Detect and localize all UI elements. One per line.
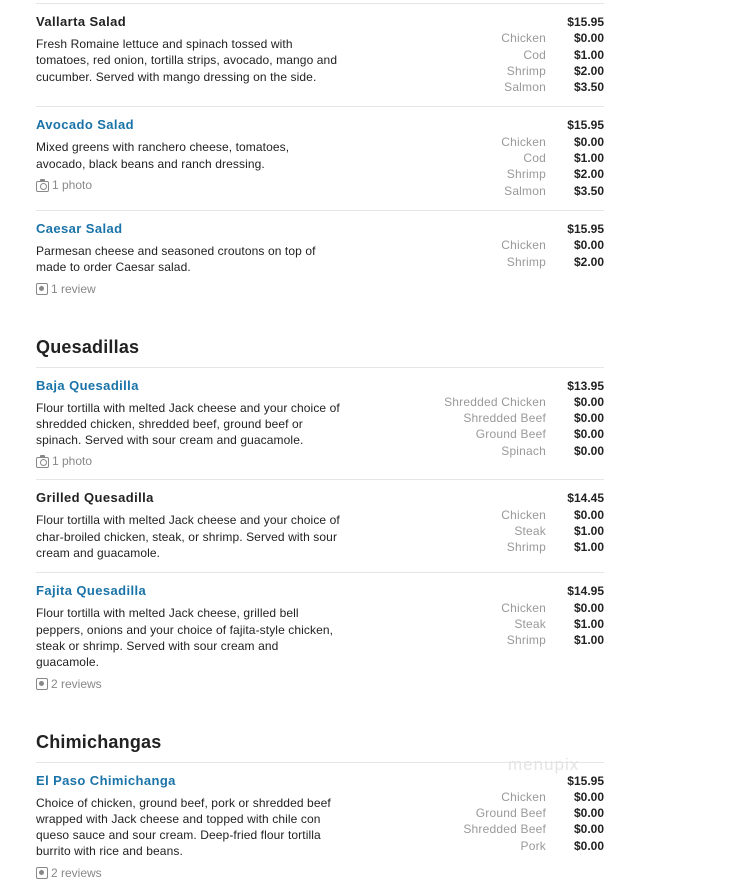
- price-option: [404, 539, 604, 555]
- menu-item: [36, 106, 604, 209]
- price-option: [404, 426, 604, 442]
- option-price: $0.00: [573, 238, 604, 253]
- option-price: $0.00: [573, 427, 604, 442]
- menu-item-details: [36, 221, 341, 296]
- salads-group: [36, 3, 604, 307]
- price-option: [404, 600, 604, 616]
- camera-icon: [36, 181, 49, 192]
- price-option: [404, 838, 604, 854]
- option-name: Chicken: [501, 134, 546, 149]
- item-price: $15.95: [567, 15, 604, 29]
- option-price: $0.00: [573, 394, 604, 409]
- option-name: Chicken: [501, 789, 546, 804]
- price-option: [404, 134, 604, 150]
- price-option: [404, 443, 604, 459]
- option-name: Shredded Beef: [463, 411, 546, 426]
- menu-item-pricing: [404, 773, 604, 880]
- menu-item-details: [36, 583, 341, 690]
- menu-item-pricing: [404, 490, 604, 561]
- option-price: $0.00: [573, 31, 604, 46]
- review-icon: [36, 283, 48, 295]
- option-price: $1.00: [573, 540, 604, 555]
- option-price: $0.00: [573, 789, 604, 804]
- menu-item-pricing: [404, 117, 604, 198]
- menu-item-details: [36, 378, 341, 469]
- menu-item-name: Grilled Quesadilla: [36, 490, 154, 506]
- option-name: Chicken: [501, 600, 546, 615]
- option-name: Cod: [523, 151, 546, 166]
- price-option: [404, 410, 604, 426]
- menu-item-pricing: [404, 221, 604, 296]
- meta-label: 1 photo: [52, 454, 93, 469]
- chimichangas-group: [36, 762, 604, 891]
- price-option: [404, 805, 604, 821]
- option-name: Ground Beef: [475, 806, 546, 821]
- option-name: Ground Beef: [475, 427, 546, 442]
- review-icon: [36, 867, 48, 879]
- price-option: [404, 394, 604, 410]
- menu-item: [36, 367, 604, 480]
- photo-link[interactable]: [36, 454, 341, 468]
- meta-label: 2 reviews: [51, 865, 102, 880]
- menu-item: [36, 210, 604, 307]
- price-option: [404, 237, 604, 253]
- menu-item-description: Flour tortilla with melted Jack cheese and your choice of shredded chicken, shredded beef, ground beef or spinach. Served with sour cream and guacamole.: [36, 400, 340, 448]
- option-price: $0.00: [573, 411, 604, 426]
- option-price: $1.00: [573, 633, 604, 648]
- option-price: $0.00: [573, 806, 604, 821]
- item-price: $15.95: [567, 118, 604, 133]
- menu-item: [36, 572, 604, 701]
- price-option: [404, 79, 604, 95]
- item-price: $14.45: [567, 491, 604, 506]
- menu-item-description: Fresh Romaine lettuce and spinach tossed with tomatoes, red onion, tortilla strips, avocado, mango and cucumber. Served with mango dressing on the side.: [36, 37, 338, 84]
- option-price: $0.00: [573, 443, 604, 458]
- section-heading-quesadillas: Quesadillas: [36, 336, 140, 357]
- watermark-logo: menupix: [508, 755, 580, 774]
- option-price: $1.00: [573, 616, 604, 631]
- option-price: $2.00: [573, 63, 604, 78]
- option-price: $0.00: [573, 507, 604, 522]
- option-price: $0.00: [573, 822, 604, 837]
- option-name: Shrimp: [506, 63, 546, 78]
- price-option: [404, 63, 604, 79]
- option-name: Salmon: [504, 183, 546, 198]
- option-price: $0.00: [573, 600, 604, 615]
- option-name: Chicken: [501, 31, 546, 46]
- option-price: $0.00: [573, 838, 604, 853]
- option-name: Shrimp: [506, 540, 546, 555]
- menu-item: [36, 3, 604, 106]
- menu-item-description: Choice of chicken, ground beef, pork or shredded beef wrapped with Jack cheese and topped with chile con queso sauce and sour cream. Deep-fried flour tortilla burrito with rice and beans.: [36, 795, 331, 859]
- menu-item: [36, 479, 604, 572]
- item-price: $15.95: [567, 221, 604, 236]
- quesadillas-group: [36, 367, 604, 702]
- option-price: $2.00: [573, 254, 604, 269]
- option-name: Chicken: [501, 507, 546, 522]
- price-option: [404, 183, 604, 199]
- meta-label: 2 reviews: [51, 676, 102, 691]
- option-name: Salmon: [504, 80, 546, 95]
- menu-item-pricing: [404, 378, 604, 469]
- section-heading-chimichangas: Chimichangas: [36, 731, 162, 752]
- menu-item-pricing: [404, 583, 604, 690]
- option-name: Cod: [523, 47, 546, 62]
- meta-label: 1 review: [51, 281, 96, 296]
- menu-item-description: Mixed greens with ranchero cheese, tomatoes, avocado, black beans and ranch dressing.: [36, 140, 290, 171]
- option-name: Steak: [514, 524, 546, 539]
- price-option: [404, 47, 604, 63]
- menu-item-description: Parmesan cheese and seasoned croutons on top of made to order Caesar salad.: [36, 243, 316, 275]
- option-name: Shrimp: [506, 254, 546, 269]
- menu-item-name[interactable]: Avocado Salad: [36, 117, 134, 133]
- menu-item-description: Flour tortilla with melted Jack cheese, grilled bell peppers, onions and your choice of fajita-style chicken, steak or shrimp. Served with sour cream and guacamole.: [36, 606, 334, 670]
- option-price: $3.50: [573, 80, 604, 95]
- price-option: [404, 821, 604, 837]
- option-name: Spinach: [501, 443, 546, 458]
- menu-item-name[interactable]: Fajita Quesadilla: [36, 583, 147, 599]
- item-price: $14.95: [567, 584, 604, 599]
- price-option: [404, 150, 604, 166]
- price-option: [404, 30, 604, 46]
- menu-item-description: Flour tortilla with melted Jack cheese and your choice of char-broiled chicken, steak, or shrimp. Served with sour cream and guacamole.: [36, 513, 340, 561]
- option-price: $0.00: [573, 134, 604, 149]
- menu-item-name[interactable]: Caesar Salad: [36, 220, 123, 236]
- item-price: $15.95: [567, 773, 604, 788]
- menu-item-details: [36, 773, 341, 880]
- option-price: $2.00: [573, 167, 604, 182]
- price-option: [404, 523, 604, 539]
- option-name: Shrimp: [506, 633, 546, 648]
- option-name: Steak: [514, 616, 546, 631]
- price-option: [404, 616, 604, 632]
- option-price: $1.00: [573, 524, 604, 539]
- menu-item-pricing: [404, 14, 604, 95]
- option-name: Pork: [520, 838, 546, 853]
- menu-item: [36, 762, 604, 891]
- meta-label: 1 photo: [52, 178, 93, 193]
- menu-item-details: [36, 117, 341, 198]
- review-icon: [36, 678, 48, 690]
- review-link[interactable]: [36, 677, 341, 691]
- item-price: $13.95: [567, 378, 604, 393]
- price-option: [404, 789, 604, 805]
- price-option: [404, 632, 604, 648]
- menu-item-name[interactable]: Baja Quesadilla: [36, 377, 139, 393]
- option-name: Chicken: [501, 238, 546, 253]
- camera-icon: [36, 457, 49, 468]
- review-link[interactable]: [36, 866, 341, 880]
- menu-item-details: [36, 14, 341, 95]
- option-price: $1.00: [573, 47, 604, 62]
- option-price: $1.00: [573, 151, 604, 166]
- menu-item-name: Vallarta Salad: [36, 14, 127, 29]
- photo-link[interactable]: [36, 178, 341, 192]
- option-name: Shrimp: [506, 167, 546, 182]
- price-option: [404, 254, 604, 270]
- price-option: [404, 166, 604, 182]
- menu-item-details: [36, 490, 341, 561]
- option-name: Shredded Chicken: [444, 394, 546, 409]
- option-name: Shredded Beef: [463, 822, 546, 837]
- price-option: [404, 507, 604, 523]
- menu-item-name[interactable]: El Paso Chimichanga: [36, 772, 176, 788]
- review-link[interactable]: [36, 282, 341, 296]
- option-price: $3.50: [573, 183, 604, 198]
